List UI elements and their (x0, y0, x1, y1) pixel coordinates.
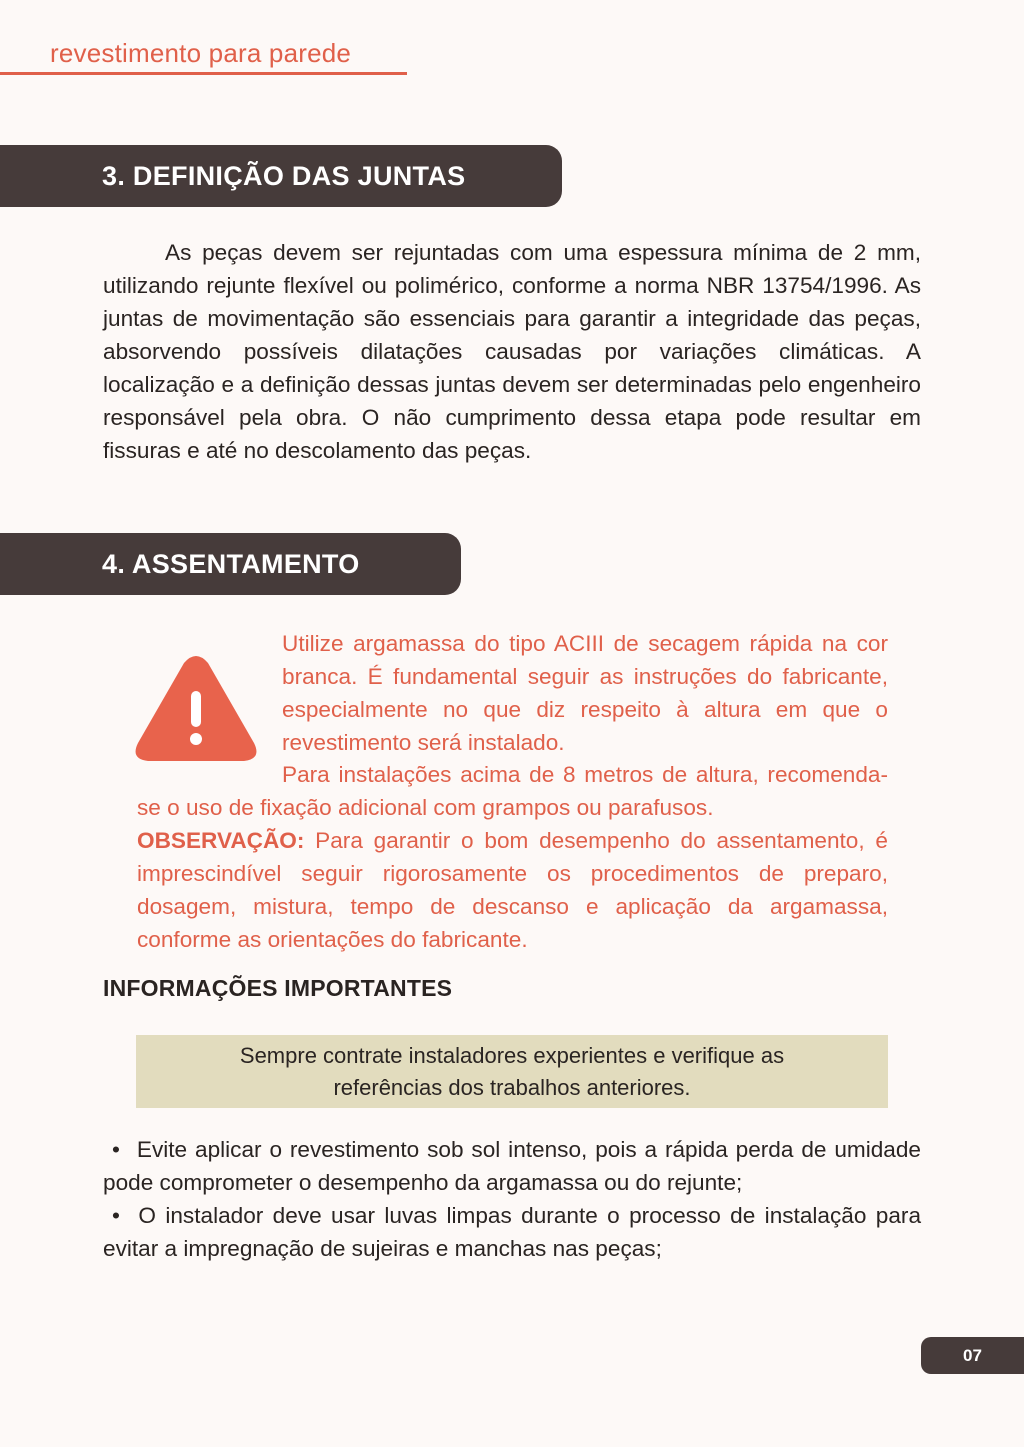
bullet-text: Evite aplicar o revestimento sob sol intenso, pois a rápida perda de umidade pode comprometer o desempenho da argamassa ou do rejunte; (103, 1137, 921, 1195)
section-3-paragraph: As peças devem ser rejuntadas com uma espessura mínima de 2 mm, utilizando rejunte flexível ou polimérico, conforme a norma NBR 13754/1996. As juntas de movimentação são essenciais para garantir a integridade das peças, absorvendo possíveis dilatações causadas por variações climáticas. A localização e a definição dessas juntas devem ser determinadas pelo engenheiro responsável pela obra. O não cumprimento dessa etapa pode resultar em fissuras e até no descolamento das peças. (103, 240, 921, 463)
list-item (103, 1199, 921, 1265)
notice-text: Sempre contrate instaladores experientes e verifique as referências dos trabalhos anteriores. (239, 1042, 785, 1100)
important-info-subheading: INFORMAÇÕES IMPORTANTES (103, 975, 453, 1001)
bullet-icon: • (112, 1137, 120, 1162)
bullet-text: O instalador deve usar luvas limpas durante o processo de instalação para evitar a impregnação de sujeiras e manchas nas peças; (103, 1203, 922, 1261)
header-rule (0, 72, 407, 75)
section-4-heading: 4. ASSENTAMENTO (102, 548, 360, 579)
bullet-icon: • (112, 1203, 120, 1228)
section-3-heading: 3. DEFINIÇÃO DAS JUNTAS (102, 160, 466, 191)
section-4-heading-bar (0, 533, 461, 595)
running-header: revestimento para parede (50, 38, 352, 68)
page-number-tab (921, 1337, 1024, 1374)
observation-label: OBSERVAÇÃO: (137, 828, 305, 853)
list-item (103, 1133, 921, 1199)
warning-paragraph-2: Para instalações acima de 8 metros de altura, recomenda-se o uso de fixação adicional com grampos ou parafusos. (137, 762, 888, 820)
section-3-heading-bar (0, 145, 562, 207)
page-number: 07 (963, 1345, 982, 1365)
observation-text: Para garantir o bom desempenho do assentamento, é imprescindível seguir rigorosamente os procedimentos de preparo, dosagem, mistura, tempo de descanso e aplicação da argamassa, conforme as orientações do fabricante. (137, 828, 888, 952)
notice-box (136, 1035, 888, 1108)
warning-paragraph-1: Utilize argamassa do tipo ACIII de secagem rápida na cor branca. É fundamental seguir as instruções do fabricante, especialmente no que diz respeito à altura em que o revestimento será instalado. (282, 631, 888, 755)
warning-triangle-icon (134, 655, 258, 765)
observation-paragraph (137, 824, 888, 956)
bullet-list (103, 1133, 921, 1265)
